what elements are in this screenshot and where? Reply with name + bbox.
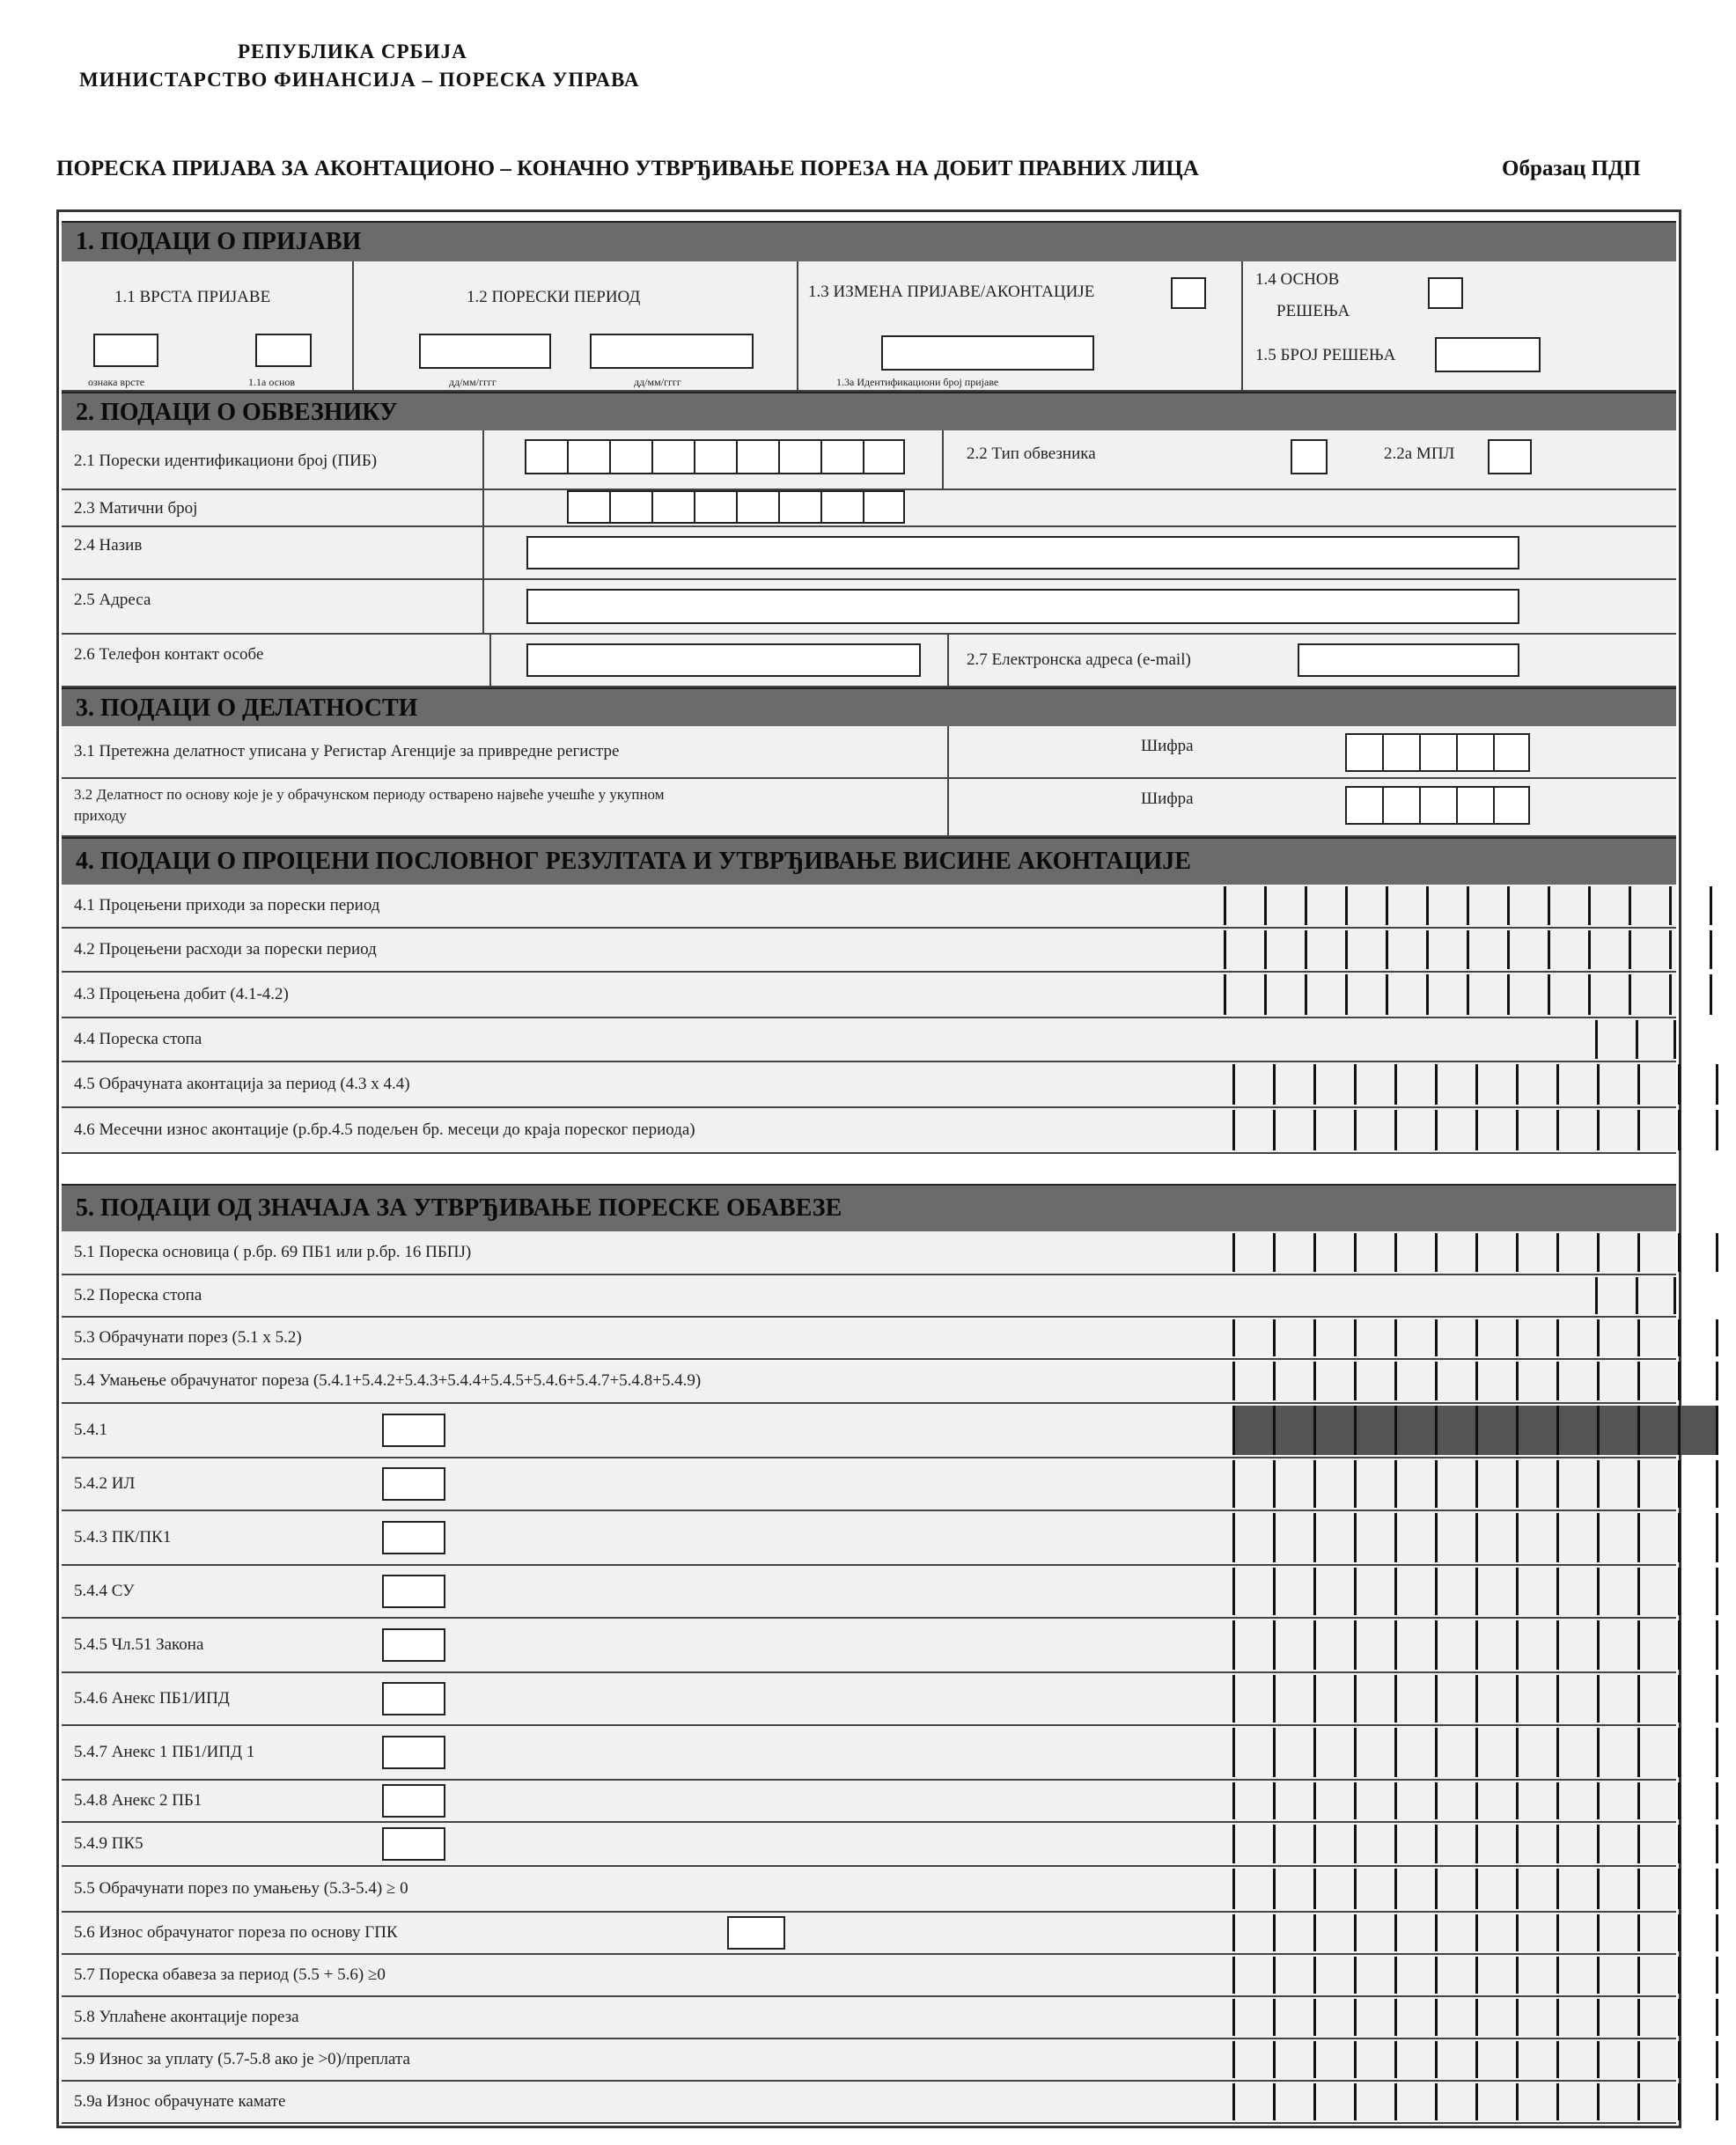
amount-cells[interactable]: [1224, 930, 1736, 969]
form-title: ПОРЕСКА ПРИЈАВА ЗА АКОНТАЦИОНО – КОНАЧНО УТВРЂИВАЊЕ ПОРЕЗА НА ДОБИТ ПРАВНИХ ЛИЦА: [56, 157, 1199, 180]
section-4-header: [62, 837, 1676, 886]
form-code: Образац ПДП: [1502, 157, 1641, 180]
label-2-3: 2.3 Матични број: [74, 499, 198, 518]
s5-row-15: [62, 1913, 1676, 1955]
section-2-header: [62, 392, 1676, 432]
label-3-2: 3.2 Делатност по основу које је у обрачунском периоду остварено највеће учешће у укупном: [74, 786, 665, 803]
input-3-1-code[interactable]: [1345, 733, 1530, 772]
amount-cells[interactable]: [1232, 2083, 1718, 2120]
row-2-6: [62, 635, 1676, 687]
s5-row-9: [62, 1619, 1676, 1673]
amount-cells[interactable]: [1232, 1319, 1718, 1356]
amount-cells[interactable]: [1232, 1233, 1718, 1272]
label-2-7: 2.7 Електронска адреса (e-mail): [967, 650, 1191, 669]
s5-row-label: 5.6 Износ обрачунатог пореза по основу ГПК: [74, 1923, 398, 1942]
input-2-2[interactable]: [1291, 439, 1328, 474]
s5-row-label: 5.1 Пореска основица ( р.бр. 69 ПБ1 или р.бр. 16 ПБПЈ): [74, 1243, 472, 1261]
s5-sub-input[interactable]: [382, 1414, 445, 1447]
input-2-7-email[interactable]: [1298, 643, 1519, 677]
s5-row-12: [62, 1781, 1676, 1823]
amount-cells[interactable]: [1232, 1620, 1718, 1670]
amount-cells[interactable]: [1232, 1957, 1718, 1994]
amount-cells[interactable]: [1232, 1869, 1718, 1909]
s4-row-3: [62, 973, 1676, 1018]
amount-cells[interactable]: [1232, 1513, 1718, 1562]
section-1-header: [62, 221, 1676, 263]
amount-cells[interactable]: [1232, 2041, 1718, 2078]
s4-row-label: 4.1 Процењени приходи за порески период: [74, 896, 380, 915]
sub-1-1-type: ознака врсте: [88, 376, 145, 388]
label-1-3: 1.3 ИЗМЕНА ПРИЈАВЕ/АКОНТАЦИЈЕ: [808, 283, 1095, 301]
s5-row-10: [62, 1673, 1676, 1726]
s4-row-label: 4.6 Месечни износ аконтације (р.бр.4.5 подељен бр. месеци до краја пореског периода): [74, 1120, 695, 1139]
s5-sub-input[interactable]: [382, 1575, 445, 1608]
input-2-2a[interactable]: [1488, 439, 1532, 474]
input-1-2-from[interactable]: [419, 334, 551, 369]
label-1-1: 1.1 ВРСТА ПРИЈАВЕ: [114, 288, 271, 306]
amount-cells[interactable]: [1232, 1914, 1718, 1951]
s5-row-label: 5.4.8 Анекс 2 ПБ1: [74, 1791, 202, 1810]
row-2-4: [62, 527, 1676, 580]
input-1-5[interactable]: [1435, 337, 1541, 372]
input-2-1-pib[interactable]: [525, 439, 905, 474]
input-1-1a-basis[interactable]: [255, 334, 312, 367]
label-2-1: 2.1 Порески идентификациони број (ПИБ): [74, 452, 378, 470]
input-1-3a-id[interactable]: [881, 335, 1094, 371]
s5-row-label: 5.4.2 ИЛ: [74, 1474, 136, 1493]
label-3-2-cont: приходу: [74, 807, 127, 824]
s5-row-18: [62, 2039, 1676, 2082]
s5-row-5: [62, 1404, 1676, 1458]
s4-row-4: [62, 1018, 1676, 1062]
checkbox-1-3[interactable]: [1171, 277, 1206, 309]
amount-cells[interactable]: [1224, 886, 1736, 925]
s5-row-label: 5.4.6 Анекс ПБ1/ИПД: [74, 1689, 230, 1708]
s5-row-7: [62, 1511, 1676, 1566]
s5-row-3: [62, 1318, 1676, 1360]
s5-row-6: [62, 1458, 1676, 1511]
row-2-1: [62, 430, 1676, 490]
input-1-1-type[interactable]: [93, 334, 158, 367]
checkbox-1-4[interactable]: [1428, 277, 1463, 309]
s5-row-label: 5.9 Износ за уплату (5.7-5.8 ако је >0)/преплата: [74, 2050, 410, 2068]
s5-row-2: [62, 1275, 1676, 1318]
s4-row-label: 4.4 Пореска стопа: [74, 1030, 202, 1048]
label-1-4-a: 1.4 ОСНОВ: [1255, 270, 1340, 289]
amount-cells[interactable]: [1232, 1362, 1718, 1400]
s5-row-label: 5.4.7 Анекс 1 ПБ1/ИПД 1: [74, 1743, 255, 1761]
label-3-1: 3.1 Претежна делатност уписана у Регистар Агенције за привредне регистре: [74, 742, 620, 760]
amount-cells[interactable]: [1232, 1999, 1718, 2036]
amount-cells[interactable]: [1224, 974, 1736, 1015]
amount-cells[interactable]: [1232, 1728, 1718, 1777]
s5-row-16: [62, 1955, 1676, 1997]
s4-row-6: [62, 1108, 1676, 1154]
s5-sub-input[interactable]: [382, 1736, 445, 1769]
input-2-3[interactable]: [567, 490, 905, 524]
section-3-title: 3. ПОДАЦИ О ДЕЛАТНОСТИ: [76, 694, 418, 722]
s5-row-8: [62, 1566, 1676, 1619]
section-1-row: [62, 261, 1676, 392]
s5-row-label: 5.4.4 СУ: [74, 1582, 135, 1600]
amount-cells[interactable]: [1595, 1020, 1676, 1059]
s5-row-label: 5.4.1: [74, 1421, 107, 1439]
amount-cells[interactable]: [1232, 1460, 1718, 1508]
row-2-5: [62, 580, 1676, 635]
label-2-4: 2.4 Назив: [74, 536, 143, 555]
label-3-2-code: Шифра: [1141, 790, 1194, 808]
row-3-2: [62, 779, 1676, 837]
label-1-4-b: РЕШЕЊА: [1276, 302, 1350, 320]
amount-cells[interactable]: [1232, 1675, 1718, 1723]
section-5-title: 5. ПОДАЦИ ОД ЗНАЧАЈА ЗА УТВРЂИВАЊЕ ПОРЕСКЕ ОБАВЕЗЕ: [76, 1194, 842, 1222]
s5-sub-input[interactable]: [382, 1827, 445, 1861]
row-2-3: [62, 490, 1676, 527]
s4-row-2: [62, 929, 1676, 973]
s5-row-1: [62, 1231, 1676, 1275]
label-1-2: 1.2 ПОРЕСКИ ПЕРИОД: [467, 288, 641, 306]
s5-row-17: [62, 1997, 1676, 2039]
section-4-title: 4. ПОДАЦИ О ПРОЦЕНИ ПОСЛОВНОГ РЕЗУЛТАТА И УТВРЂИВАЊЕ ВИСИНЕ АКОНТАЦИЈЕ: [76, 848, 1191, 875]
s5-sub-input[interactable]: [727, 1916, 785, 1950]
amount-cells[interactable]: [1232, 1782, 1718, 1819]
s4-row-label: 4.3 Процењена добит (4.1-4.2): [74, 985, 289, 1003]
s5-row-19: [62, 2082, 1676, 2124]
s4-row-label: 4.5 Обрачуната аконтација за период (4.3 х 4.4): [74, 1075, 410, 1093]
amount-cells[interactable]: [1232, 1406, 1718, 1455]
sub-1-2-to: дд/мм/гггг: [634, 376, 681, 388]
s5-sub-input[interactable]: [382, 1682, 445, 1715]
header-ministry: МИНИСТАРСТВО ФИНАНСИЈА – ПОРЕСКА УПРАВА: [79, 69, 640, 91]
s5-row-14: [62, 1867, 1676, 1913]
sub-1-3a: 1.3а Идентификациони број пријаве: [836, 376, 999, 388]
input-1-2-to[interactable]: [590, 334, 754, 369]
s5-row-13: [62, 1823, 1676, 1867]
tax-form: [56, 209, 1681, 2128]
input-3-2-code[interactable]: [1345, 786, 1530, 825]
s5-row-4: [62, 1360, 1676, 1404]
sub-1-2-from: дд/мм/гггг: [449, 376, 497, 388]
s5-sub-input[interactable]: [382, 1521, 445, 1554]
amount-cells[interactable]: [1595, 1277, 1676, 1314]
s5-sub-input[interactable]: [382, 1467, 445, 1501]
header-republic: РЕПУБЛИКА СРБИЈА: [238, 40, 467, 62]
input-2-6-phone[interactable]: [526, 643, 921, 677]
s5-row-label: 5.4.5 Чл.51 Закона: [74, 1635, 204, 1654]
s5-row-label: 5.4.9 ПК5: [74, 1834, 143, 1853]
s5-row-label: 5.9а Износ обрачунате камате: [74, 2092, 286, 2111]
s4-row-label: 4.2 Процењени расходи за порески период: [74, 940, 377, 959]
s5-row-label: 5.7 Пореска обавеза за период (5.5 + 5.6) ≥0: [74, 1965, 386, 1984]
section-3-header: [62, 687, 1676, 728]
section-1-title: 1. ПОДАЦИ О ПРИЈАВИ: [76, 228, 362, 255]
section-5-header: [62, 1184, 1676, 1233]
input-2-5-address[interactable]: [526, 589, 1519, 624]
s5-row-label: 5.8 Уплаћене аконтације пореза: [74, 2008, 299, 2026]
section-2-title: 2. ПОДАЦИ О ОБВЕЗНИКУ: [76, 399, 398, 426]
s4-row-1: [62, 885, 1676, 929]
s5-row-label: 5.3 Обрачунати порез (5.1 х 5.2): [74, 1328, 302, 1347]
s5-sub-input[interactable]: [382, 1628, 445, 1662]
s5-row-label: 5.2 Пореска стопа: [74, 1286, 202, 1304]
label-2-2a: 2.2а МПЛ: [1384, 444, 1455, 463]
label-2-5: 2.5 Адреса: [74, 591, 151, 609]
label-1-5: 1.5 БРОЈ РЕШЕЊА: [1255, 346, 1396, 364]
s5-sub-input[interactable]: [382, 1784, 445, 1818]
amount-cells[interactable]: [1232, 1825, 1718, 1863]
label-2-2: 2.2 Тип обвезника: [967, 444, 1096, 463]
input-2-4-name[interactable]: [526, 536, 1519, 569]
label-2-6: 2.6 Телефон контакт особе: [74, 645, 264, 664]
s5-row-label: 5.5 Обрачунати порез по умањењу (5.3-5.4) ≥ 0: [74, 1879, 408, 1898]
amount-cells[interactable]: [1232, 1568, 1718, 1615]
label-3-1-code: Шифра: [1141, 737, 1194, 755]
amount-cells[interactable]: [1232, 1064, 1718, 1105]
s5-row-label: 5.4 Умањење обрачунатог пореза (5.4.1+5.4.2+5.4.3+5.4.4+5.4.5+5.4.6+5.4.7+5.4.8+5.4.9): [74, 1371, 702, 1390]
s5-row-11: [62, 1726, 1676, 1781]
amount-cells[interactable]: [1232, 1110, 1718, 1150]
sub-1-1a: 1.1а основ: [248, 376, 296, 388]
s5-row-label: 5.4.3 ПК/ПК1: [74, 1528, 172, 1546]
row-3-1: [62, 726, 1676, 779]
s4-row-5: [62, 1062, 1676, 1108]
